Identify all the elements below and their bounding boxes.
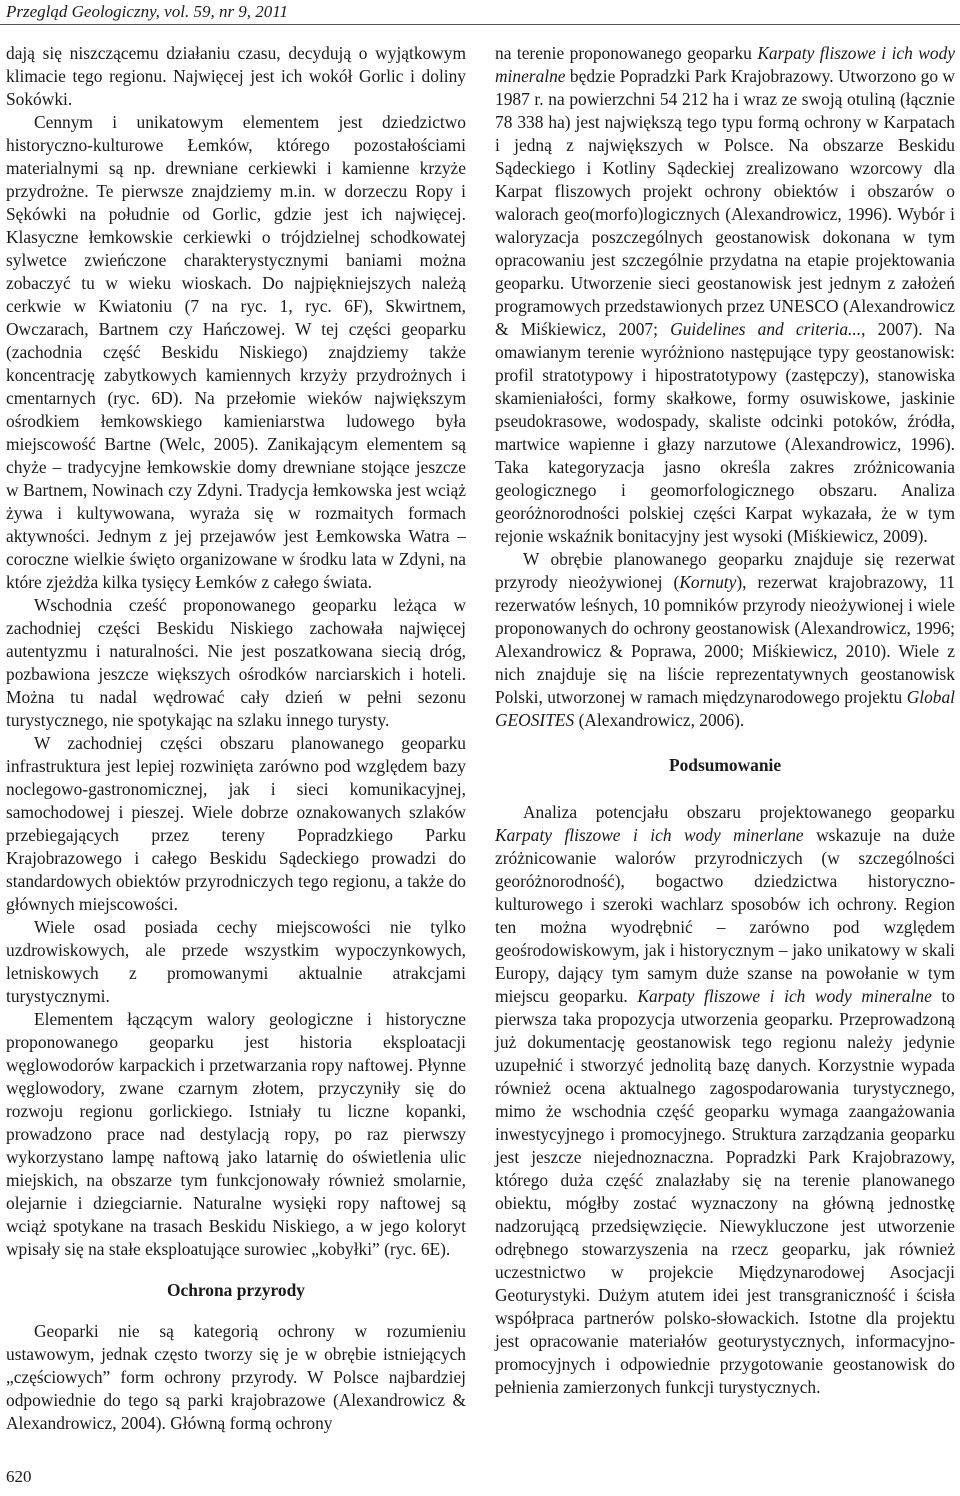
paragraph <box>495 42 955 548</box>
text-run: ), rezerwat krajobrazowy, 11 rezerwatów leśnych, 10 pomników przyrody nieożywionej i wiele proponowanych do ochrony geostanowisk (Alexandrowicz, 1996; Alexandrowicz & Poprawa, 2000; Miśkiewicz, 2010). Wiele z nich znajduje się na liście reprezentatywnych geostanowisk Polski, utworzonej w ramach międzynarodowego projektu <box>495 572 955 707</box>
italic-run: Guidelines and criteria... <box>670 319 862 339</box>
text-run: , 2007). Na omawianym terenie wyróżniono następujące typy geostanowisk: profil stratotypowy i hipostratotypowy (zastępczy), stanowiska skamieniałości, formy skałkowe, formy osuwiskowe, jaskinie pseudokrasowe, wodospady, skaliste odcinki potoków, źródła, martwice wapienne i głazy narzutowe (Alexandrowicz, 1996). Taka kategoryzacja jasno określa zakres zróżnicowania geologicznego i geomorfologicznego obszaru. Analiza georóżnorodności polskiej części Karpat wykazała, że w tym rejonie wskaźnik bonitacyjny jest wysoki (Miśkiewicz, 2009). <box>495 319 955 546</box>
right-column <box>495 42 955 1399</box>
italic-run: Karpaty fliszowe i ich wody minerlane <box>495 825 804 845</box>
paragraph: Wschodnia cześć proponowanego geoparku leżąca w zachodniej części Beskidu Niskiego zachowała najwięcej autentyzmu i naturalności. Nie jest poszatkowana siecią dróg, pozbawiona jeszcze większych ośrodków narciarskich i hoteli. Można tu nadal wędrować cały dzień w pełni sezonu turystycznego, nie spotykając na szlaku innego turysty. <box>6 595 466 730</box>
section-heading-podsumowanie: Podsumowanie <box>668 755 782 775</box>
paragraph: W zachodniej części obszaru planowanego geoparku infrastruktura jest lepiej rozwinięta zarówno pod względem bazy noclegowo-gastronomicznej, jak i sieci komunikacyjnej, samochodowej i pieszej. Wiele dobrze oznakowanych szlaków przebiegających przez tereny Popradzkiego Parku Krajobrazowego i całego Beskidu Sądeckiego prowadzi do standardowych obiektów przyrodniczych tego regionu, a także do głównych miejscowości. <box>6 733 466 914</box>
paragraph: Geoparki nie są kategorią ochrony w rozumieniu ustawowym, jednak często tworzy się je w obrębie istniejących „częściowych” form ochrony przyrody. W Polsce najbardziej odpowiednie do tego są parki krajobrazowe (Alexandrowicz & Alexandrowicz, 2004). Główną formą ochrony <box>6 1321 466 1433</box>
paragraph: dają się niszczącemu działaniu czasu, decydują o wyjątkowym klimacie tego regionu. Najwięcej jest ich wokół Gorlic i doliny Sokówki. <box>6 43 466 109</box>
italic-run: Karpaty fliszowe i ich wody mineralne <box>637 986 932 1006</box>
text-run: wskazuje na duże zróżnicowanie walorów przyrodniczych (w szczególności georóżnorodność), bogactwo dziedzictwa historyczno-kulturowego i szeroki wachlarz sposobów ich ochrony. Region ten można wyodrębnić – zarówno pod względem geośrodowiskowym, jak i historycznym – jako unikatowy w skali Europy, dający tym samym duże szanse na powołanie w tym miejscu geoparku. <box>495 825 955 1006</box>
text-run: W obrębie planowanego geoparku znajduje się rezerwat przyrody nieożywionej ( <box>495 549 955 592</box>
paragraph: Cennym i unikatowym elementem jest dziedzictwo historyczno-kulturowe Łemków, którego pozostałościami materialnymi są np. drewniane cerkiewki i kamienne krzyże przydrożne. Te pierwsze znajdziemy m.in. w dorzeczu Ropy i Sękówki na południe od Gorlic, gdzie jest ich najwięcej. Klasyczne łemkowskie cerkiewki o trójdzielnej schodkowatej sylwetce zwieńczone charakterystycznymi baniami można zobaczyć tu w wieku wioskach. Do najpiękniejszych należą cerkwie w Kwiatoniu (7 na ryc. 1, ryc. 6F), Skwirtnem, Owczarach, Bartnem czy Hańczowej. W tej części geoparku (zachodnia część Beskidu Niskiego) znajdziemy także koncentrację zabytkowych kamiennych krzyży przydrożnych i cmentarnych (ryc. 6D). Na przełomie wieków największym ośrodkiem łemkowskiego kamieniarstwa ludowego była miejscowość Bartne (Welc, 2005). Zanikającym elementem są chyże – tradycyjne łemkowskie domy drewniane stojące jeszcze w Bartnem, Nowinach czy Zdyni. Tradycja łemkowska jest wciąż żywa i kultywowana, wyraża się w rozmaitych formach aktywności. Jednym z jej przejawów jest Łemkowska Watra – coroczne wielkie święto organizowane w środku lata w Zdyni, na które zjeżdża kilka tysięcy Łemków z całego świata. <box>6 112 466 592</box>
text-run: Analiza potencjału obszaru projektowanego geoparku <box>523 802 955 822</box>
left-column <box>6 42 466 1435</box>
page-number: 620 <box>6 1467 32 1486</box>
text-run: (Alexandrowicz, 2006). <box>574 710 745 730</box>
header-rule <box>0 24 960 25</box>
section-heading-ochrona: Ochrona przyrody <box>166 1280 305 1300</box>
italic-run: Kornuty <box>679 572 737 592</box>
italic-run: Karpaty fliszowe i ich wody mineralne <box>495 43 955 86</box>
paragraph: Wiele osad posiada cechy miejscowości nie tylko uzdrowiskowych, ale przede wszystkim wypoczynkowych, letniskowych z promowanymi aktualnie atrakcjami turystycznymi. <box>6 917 466 1006</box>
paragraph <box>495 801 955 1399</box>
text-run: to pierwsza taka propozycja utworzenia geoparku. Przeprowadzoną już dokumentację geostanowisk tego regionu należy jedynie uzupełnić i stworzyć jednolitą bazę danych. Korzystnie wypada również ocena aktualnego zagospodarowania turystycznego, mimo że wschodnia część geoparku wymaga zaangażowania inwestycyjnego i promocyjnego. Struktura zarządzania geoparku jest jeszcze niejednoznaczna. Popradzki Park Krajobrazowy, którego duża część znalazłaby się na terenie planowanego obiektu, mógłby zostać wyznaczony na główną jednostkę nadzorującą przedsięwzięcie. Niewykluczone jest utworzenie odrębnego stowarzyszenia na rzecz geoparku, jak również uczestnictwo w projekcie Międzynarodowej Asocjacji Geoturystyki. Dużym atutem idei jest transgraniczność i ścisła współpraca partnerów polsko-słowackich. Istotne dla projektu jest opracowanie materiałów geoturystycznych, informacyjno-promocyjnych i odpowiednie przygotowanie geostanowisk do pełnienia zamierzonych funkcji turystycznych. <box>495 986 955 1397</box>
italic-run: Global GEOSITES <box>495 687 955 730</box>
paragraph: Elementem łączącym walory geologiczne i historyczne proponowanego geoparku jest historia eksploatacji węglowodorów karpackich i przetwarzania ropy naftowej. Płynne węglowodory, zwane czarnym złotem, przyczyniły się do rozwoju regionu gorlickiego. Istniały tu liczne kopanki, prowadzono prace nad destylacją ropy, po raz pierwszy wykorzystano lampę naftową jako latarnię do oświetlenia ulic miejskich, na obszarze tym funkcjonowały również smolarnie, olejarnie i dziegciarnie. Naturalne wysięki ropy naftowej są wciąż spotykane na trasach Beskidu Niskiego, a w jego koloryt wpisały się na stałe eksploatujące surowiec „kobyłki” (ryc. 6E). <box>6 1009 466 1259</box>
paragraph <box>495 548 955 732</box>
text-run: na terenie proponowanego geoparku <box>495 43 758 63</box>
journal-header: Przegląd Geologiczny, vol. 59, nr 9, 2011 <box>6 2 289 21</box>
text-run: będzie Popradzki Park Krajobrazowy. Utworzono go w 1987 r. na powierzchni 54 212 ha i wraz ze swoją otuliną (łącznie 78 338 ha) jest największą tego typu formą ochrony w Karpatach i jedną z największych w Polsce. Na obszarze Beskidu Sądeckiego i Kotliny Sądeckiej zrealizowano wzorcowy dla Karpat fliszowych projekt ochrony obiektów i obszarów o walorach geo(morfo)logicznych (Alexandrowicz, 1996). Wybór i waloryzacja poszczególnych geostanowisk dokonana w tym opracowaniu jest szczególnie przydatna na etapie projektowania geoparku. Utworzenie sieci geostanowisk jest jednym z założeń programowych przedstawionych przez UNESCO (Alexandrowicz & Miśkiewicz, 2007; <box>495 66 955 339</box>
